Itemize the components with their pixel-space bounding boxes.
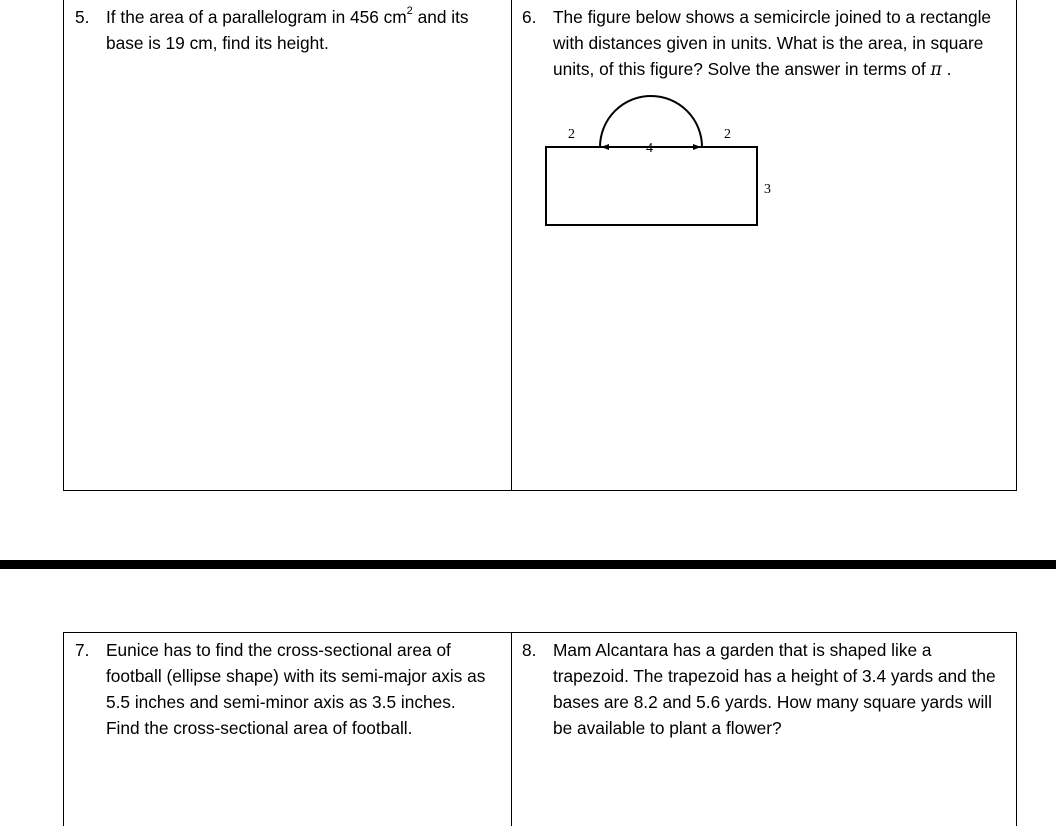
question-6-text-end: . xyxy=(941,59,952,79)
question-cell-6 xyxy=(512,0,1017,491)
question-6-text: The figure below shows a semicircle joined to a rectangle with distances given in units. What is the area, in square units, of this figure? Solve the answer in terms of xyxy=(553,7,992,79)
pi-symbol: π xyxy=(930,60,942,80)
question-7 xyxy=(64,633,511,741)
question-cell-7 xyxy=(64,633,512,826)
question-cell-8 xyxy=(512,633,1017,826)
question-7-number: 7. xyxy=(75,640,90,660)
question-8-number: 8. xyxy=(522,640,537,660)
figure-label-right: 2 xyxy=(724,127,731,142)
question-cell-5 xyxy=(64,0,512,491)
question-7-text: Eunice has to find the cross-sectional area of football (ellipse shape) with its semi-major axis as 5.5 inches and semi-minor axis as 3.5 inches. Find the cross-sectional area of football. xyxy=(106,640,486,738)
figure-label-diameter: 4 xyxy=(646,141,653,156)
questions-table-bottom xyxy=(63,632,1017,826)
diameter-arrowhead-right xyxy=(693,144,701,150)
question-6-number: 6. xyxy=(522,7,537,27)
semicircle-rectangle-figure xyxy=(543,91,783,231)
question-5-superscript: 2 xyxy=(406,5,413,18)
figure-rectangle xyxy=(546,147,757,225)
figure-semicircle xyxy=(600,96,702,147)
question-8-text: Mam Alcantara has a garden that is shaped like a trapezoid. The trapezoid has a height of 3.4 yards and the bases are 8.2 and 5.6 yards. How many square yards will be available to plant a flower? xyxy=(553,640,996,738)
figure-label-left: 2 xyxy=(568,127,575,142)
figure-svg xyxy=(543,91,783,231)
question-6 xyxy=(512,0,1016,231)
questions-table-top xyxy=(63,0,1017,491)
question-5 xyxy=(64,0,511,56)
figure-label-height: 3 xyxy=(764,182,771,197)
question-8 xyxy=(512,633,1016,741)
section-divider xyxy=(0,560,1056,569)
question-5-text-after: and its base is 19 cm, find its height. xyxy=(106,7,469,53)
question-5-number: 5. xyxy=(75,7,90,27)
question-5-text-before: If the area of a parallelogram in 456 cm xyxy=(106,7,407,27)
diameter-arrowhead-left xyxy=(601,144,609,150)
